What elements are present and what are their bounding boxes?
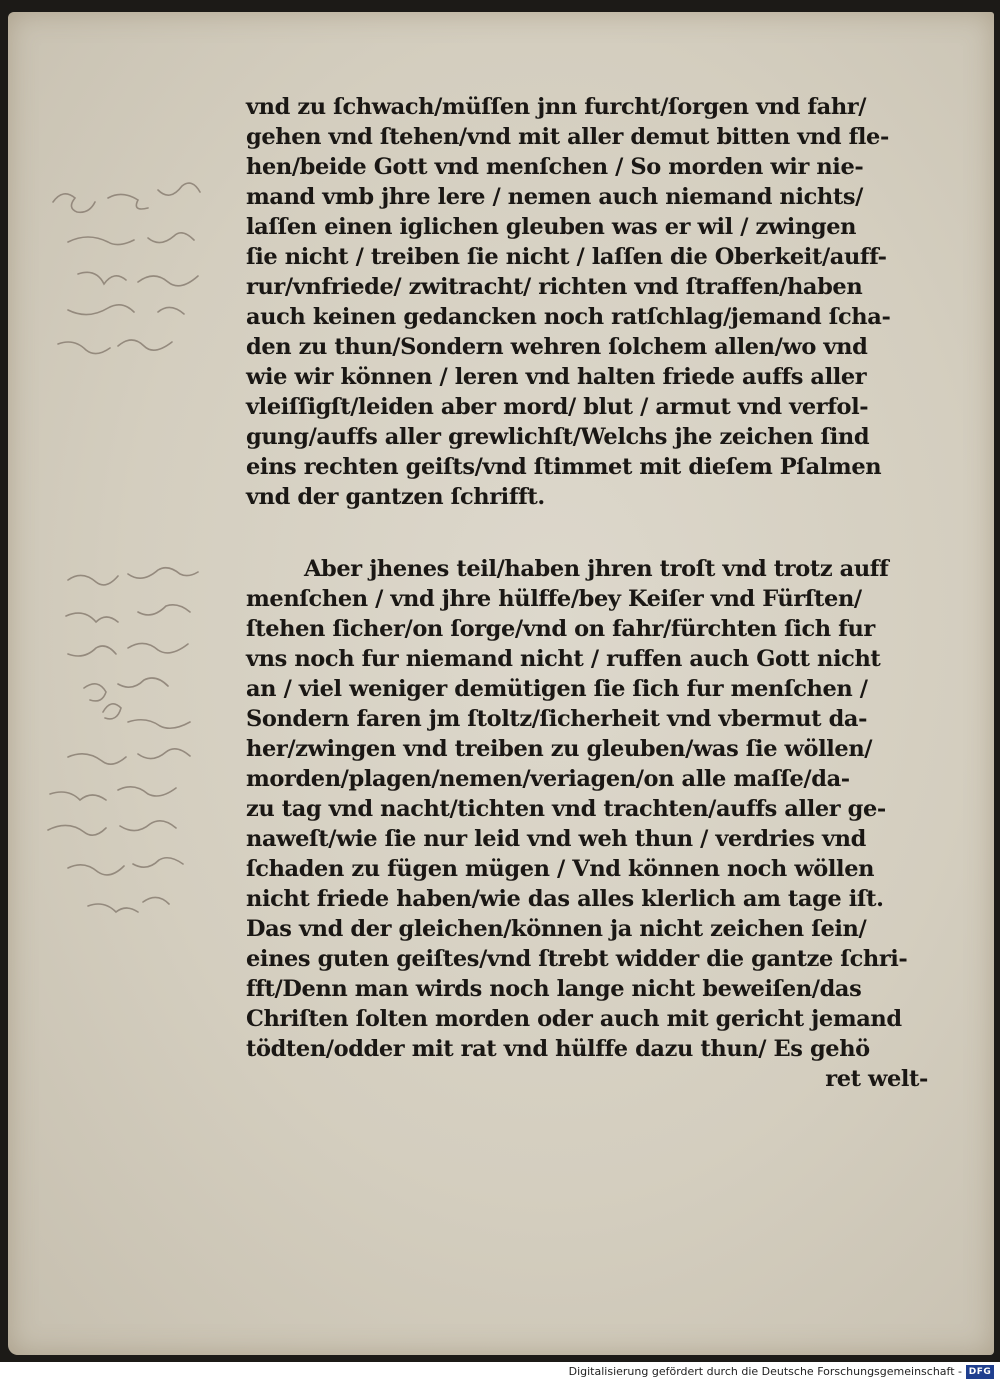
text-line: den zu thun/Sondern wehren ſolchem allen/wo vnd bbox=[246, 334, 868, 360]
text-line: vnd zu ſchwach/müſſen jnn furcht/ſorgen vnd fahr/ bbox=[246, 94, 867, 120]
text-line: Aber jhenes teil/haben jhren troſt vnd trotz auff bbox=[304, 556, 889, 582]
text-line: morden/plagen/nemen/veriagen/on alle maſſe/da- bbox=[246, 766, 850, 792]
book-page bbox=[8, 12, 994, 1355]
text-line: zu tag vnd nacht/tichten vnd trachten/auffs aller ge- bbox=[246, 796, 886, 822]
text-line: ſtehen ſicher/on ſorge/vnd on fahr/fürchten ſich fur bbox=[246, 616, 875, 642]
text-line: vleiſſigſt/leiden aber mord/ blut / armut vnd verfol- bbox=[246, 394, 869, 420]
text-line: gehen vnd ſtehen/vnd mit aller demut bitten vnd fle- bbox=[246, 124, 889, 150]
text-line: Das vnd der gleichen/können ja nicht zeichen ſein/ bbox=[246, 916, 867, 942]
text-line: hen/beide Gott vnd menſchen / So morden wir nie- bbox=[246, 154, 864, 180]
text-line: ſie nicht / treiben ſie nicht / laſſen die Oberkeit/auff- bbox=[246, 244, 887, 270]
body-text bbox=[246, 92, 936, 1094]
text-line: auch keinen gedancken noch ratſchlag/jemand ſcha- bbox=[246, 304, 891, 330]
text-line: vnd der gantzen ſchrifft. bbox=[246, 484, 545, 510]
text-line: an / viel weniger demütigen ſie ſich fur menſchen / bbox=[246, 676, 868, 702]
text-line: gung/auffs aller grewlichſt/Welchs jhe zeichen ſind bbox=[246, 424, 870, 450]
text-line: ſchaden zu fügen mügen / Vnd können noch wöllen bbox=[246, 856, 875, 882]
text-line: fft/Denn man wirds noch lange nicht beweiſen/das bbox=[246, 976, 862, 1002]
digitization-footer bbox=[0, 1362, 1000, 1383]
funding-credit: Digitalisierung gefördert durch die Deutsche Forschungsgemeinschaft - bbox=[568, 1365, 962, 1378]
text-line: rur/vnfriede/ zwitracht/ richten vnd ſtraffen/haben bbox=[246, 274, 863, 300]
text-line: naweſt/wie ſie nur leid vnd weh thun / verdries vnd bbox=[246, 826, 866, 852]
paragraph-gap bbox=[246, 512, 936, 554]
text-line: nicht friede haben/wie das alles klerlich am tage iſt. bbox=[246, 886, 884, 912]
text-line: Chriſten ſolten morden oder auch mit gericht jemand bbox=[246, 1006, 902, 1032]
text-line: eins rechten geiſts/vnd ſtimmet mit dieſem Pſalmen bbox=[246, 454, 882, 480]
text-line: vns noch fur niemand nicht / ruffen auch Gott nicht bbox=[246, 646, 881, 672]
text-line: Sondern faren jm ſtoltz/ſicherheit vnd vbermut da- bbox=[246, 706, 868, 732]
handwritten-marginalia bbox=[8, 12, 248, 1012]
text-line: menſchen / vnd jhre hülffe/bey Keiſer vnd Fürſten/ bbox=[246, 586, 862, 612]
dfg-logo: DFG bbox=[966, 1365, 994, 1379]
catchword: ret welt- bbox=[825, 1066, 928, 1092]
text-line: wie wir können / leren vnd halten friede auffs aller bbox=[246, 364, 867, 390]
text-line: laſſen einen iglichen gleuben was er wil / zwingen bbox=[246, 214, 857, 240]
text-line: eines guten geiſtes/vnd ſtrebt widder die gantze ſchri- bbox=[246, 946, 908, 972]
text-line: her/zwingen vnd treiben zu gleuben/was ſie wöllen/ bbox=[246, 736, 873, 762]
text-line: mand vmb jhre lere / nemen auch niemand nichts/ bbox=[246, 184, 863, 210]
text-line: tödten/odder mit rat vnd hülffe dazu thun/ Es gehö bbox=[246, 1036, 870, 1062]
